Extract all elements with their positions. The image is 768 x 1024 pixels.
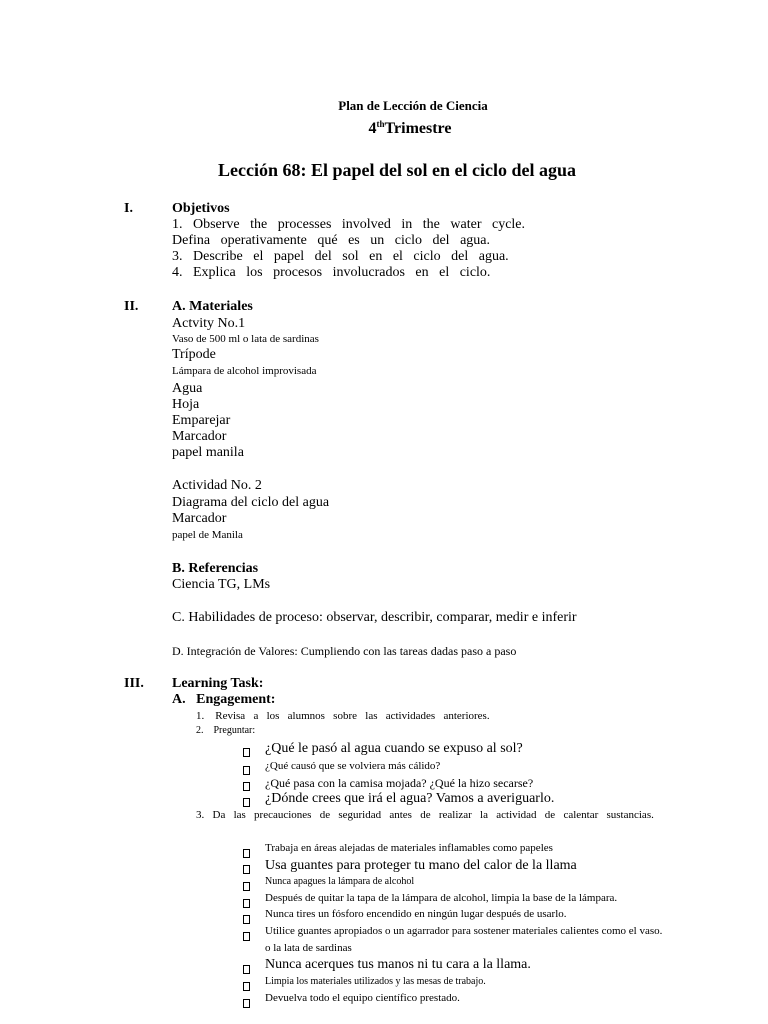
quarter-word: Trimestre [384, 120, 452, 137]
material-item: Agua [172, 381, 203, 396]
section-numeral-1: I. [124, 201, 133, 216]
engagement-step-3: 3. Da las precauciones de seguridad antes de realizar la actividad de calentar sustancias. [196, 809, 654, 821]
values-integration: D. Integración de Valores: Cumpliendo con las tareas dadas paso a paso [172, 644, 517, 658]
objectives-heading: Objetivos [172, 201, 230, 216]
precaution-item: Nunca acerques tus manos ni tu cara a la llama. [265, 957, 531, 972]
quarter-heading [0, 119, 768, 138]
activity-2-label: Actividad No. 2 [172, 478, 262, 493]
material-item: Emparejar [172, 413, 231, 428]
question-item: ¿Qué pasa con la camisa mojada? ¿Qué la hizo secarse? [265, 776, 534, 790]
materials-heading: A. Materiales [172, 299, 253, 314]
checkbox-icon [243, 877, 250, 895]
references-text: Ciencia TG, LMs [172, 577, 271, 592]
checkbox-icon [243, 743, 250, 761]
precaution-item-continued: o la lata de sardinas [265, 942, 352, 954]
activity-1-label: Actvity No.1 [172, 316, 246, 331]
section-numeral-3: III. [124, 676, 144, 691]
section-numeral-2: II. [124, 299, 139, 314]
question-item: ¿Dónde crees que irá el agua? Vamos a averiguarlo. [265, 791, 555, 806]
precaution-item: Trabaja en áreas alejadas de materiales inflamables como papeles [265, 842, 553, 854]
checkbox-icon [243, 994, 250, 1012]
objective-2: Defina operativamente qué es un ciclo del agua. [172, 233, 490, 248]
checkbox-icon [243, 977, 250, 995]
material-item: papel de Manila [172, 529, 243, 541]
quarter-number: 4 [368, 120, 377, 137]
objective-3: 3. Describe el papel del sol en el ciclo del agua. [172, 249, 509, 264]
engagement-heading: A. Engagement: [172, 692, 276, 707]
precaution-item: Usa guantes para proteger tu mano del calor de la llama [265, 858, 577, 873]
engagement-step-2: 2. Preguntar: [196, 725, 256, 736]
checkbox-icon [243, 910, 250, 928]
doc-title: Plan de Lección de Ciencia [338, 98, 488, 113]
precaution-item: Nunca apagues la lámpara de alcohol [265, 876, 415, 887]
material-item: Marcador [172, 429, 227, 444]
material-item: Trípode [172, 347, 216, 362]
quarter-suffix: th [376, 119, 385, 129]
precaution-item: Devuelva todo el equipo científico prestado. [265, 992, 460, 1004]
material-item: Lámpara de alcohol improvisada [172, 365, 317, 377]
learning-task-heading: Learning Task: [172, 676, 264, 691]
question-item: ¿Qué le pasó al agua cuando se expuso al sol? [265, 741, 523, 756]
precaution-item: Nunca tires un fósforo encendido en ningún lugar después de usarlo. [265, 908, 567, 920]
precaution-item: Limpia los materiales utilizados y las mesas de trabajo. [265, 976, 486, 987]
precaution-item: Después de quitar la tapa de la lámpara de alcohol, limpia la base de la lámpara. [265, 892, 618, 904]
material-item: Hoja [172, 397, 200, 412]
material-item: Marcador [172, 511, 227, 526]
lesson-title: Lección 68: El papel del sol en el ciclo del agua [218, 160, 576, 180]
material-item: papel manila [172, 445, 244, 460]
material-item: Diagrama del ciclo del agua [172, 495, 330, 510]
objective-1: 1. Observe the processes involved in the water cycle. [172, 217, 526, 232]
engagement-step-1: 1. Revisa a los alumnos sobre las actividades anteriores. [196, 710, 490, 722]
references-heading: B. Referencias [172, 561, 259, 576]
process-skills: C. Habilidades de proceso: observar, describir, comparar, medir e inferir [172, 610, 577, 625]
objective-4: 4. Explica los procesos involucrados en el ciclo. [172, 265, 491, 280]
question-item: ¿Qué causó que se volviera más cálido? [265, 760, 441, 772]
material-item: Vaso de 500 ml o lata de sardinas [172, 333, 319, 345]
checkbox-icon [243, 960, 250, 978]
precaution-item: Utilice guantes apropiados o un agarrador para sostener materiales calientes como el vaso. [265, 925, 663, 937]
checkbox-icon [243, 860, 250, 878]
checkbox-icon [243, 927, 250, 945]
